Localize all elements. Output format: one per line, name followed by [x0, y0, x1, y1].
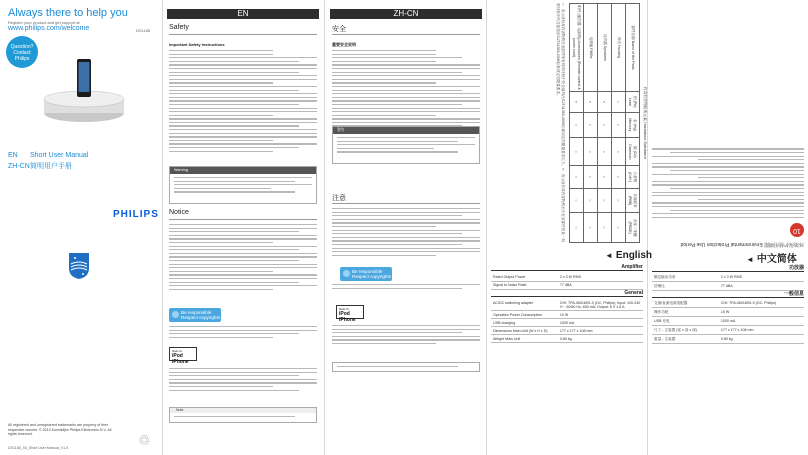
- en-ipod-text: [169, 368, 317, 393]
- table-cell: ○: [584, 138, 598, 166]
- panel-divider: [324, 0, 325, 455]
- en-notice-text: [169, 224, 317, 292]
- table-cell: ○: [570, 112, 584, 138]
- env-title: 环境保护使用期限 Environmental Protection Use Period: [680, 241, 804, 247]
- table-header-cell: 镉 (Cd) Cadmium: [626, 138, 640, 166]
- en-made-for-ipod-badge: Made for iPod iPhone: [169, 347, 197, 361]
- table-cell: ○: [612, 166, 626, 188]
- zh-warning-box: [332, 126, 480, 164]
- hazard-and-en-spec-panel: [487, 0, 653, 455]
- table-cell: ○: [612, 112, 626, 138]
- section-rule: [169, 34, 317, 35]
- arrow-left-icon: ◄: [605, 251, 613, 260]
- zh-note-box: [332, 362, 480, 372]
- chinese-spec-heading: ◄ 中文简体: [746, 254, 797, 265]
- table-row: AC/DC switching adapter CHI: TPA-060180S-S (DC, Philips); Input: 100-240 V~, 50/60 Hz, 600 mA; Output: 6 V 1.6 A: [491, 299, 643, 311]
- en-language-bar: EN: [167, 9, 319, 19]
- section-rule: [169, 219, 317, 220]
- en-safety-panel: [163, 0, 323, 455]
- table-row: 尺寸 - 主装置 (宽 x 高 x 深) 177 x 177 x 108 mm: [652, 326, 804, 335]
- table-row: 操作功耗 10 W: [652, 308, 804, 317]
- table-cell: ○: [612, 188, 626, 212]
- cover-title: Always there to help you: [8, 7, 128, 19]
- table-cell: 附件 (遥控器, 电源线) Accessories (Remote control & power cord): [570, 4, 584, 92]
- question-line: Question?: [10, 44, 34, 50]
- table-header-cell: 多溴二苯醚 (PBDE): [626, 213, 640, 243]
- table-row: [570, 4, 584, 243]
- language-zh: ZH-CN简明用户手册: [8, 163, 72, 170]
- zh-general-table: [652, 299, 804, 344]
- table-cell: 扬声器 Speakers: [598, 4, 612, 92]
- zh-made-for-ipod-badge: Made for iPod iPhone: [336, 305, 364, 319]
- en-general-table: [491, 299, 643, 343]
- table-cell: 电路板 PWBs: [584, 4, 598, 92]
- en-amplifier-table: [491, 273, 643, 290]
- table-cell: ○: [584, 213, 598, 243]
- en-amplifier-heading: Amplifier: [491, 264, 643, 271]
- section-rule: [332, 34, 480, 35]
- eco-period-icon: 10: [790, 223, 804, 237]
- zh-amplifier-heading: 功放器: [652, 264, 804, 272]
- question-contact-badge[interactable]: [6, 36, 38, 68]
- table-cell: ○: [570, 166, 584, 188]
- table-cell: ○: [598, 112, 612, 138]
- table-row: [598, 4, 612, 243]
- zh-language-bar: ZH-CN: [330, 9, 482, 19]
- en-copyright-text: [169, 326, 317, 340]
- table-header-cell: 部件名称 Name of the Parts: [626, 4, 640, 92]
- table-cell: ○: [598, 213, 612, 243]
- table-row: 交流/直流电源适配器 CHI: TPA-060180S-S (DC, Philips): [652, 299, 804, 308]
- philips-wordmark: PHILIPS: [113, 209, 159, 220]
- table-cell: ×: [584, 92, 598, 113]
- docking-speaker-image: [40, 55, 128, 125]
- contact-line: Contact: [13, 50, 31, 56]
- hazard-table-region: [487, 0, 647, 246]
- table-cell: ○: [598, 188, 612, 212]
- philips-line: Philips: [14, 56, 30, 62]
- zh-warning-label: 警告: [333, 127, 479, 134]
- zh-respect-copyrights-badge: Be responsible Respect copyrights: [340, 267, 392, 281]
- recycle-icon: ♲: [138, 432, 151, 448]
- table-header-cell: 多溴联苯 (PBB): [626, 188, 640, 212]
- table-cell: ○: [598, 166, 612, 188]
- legal-notice: All registered and unregistered trademarks are property of their respective owners. © 2013 Koninklijke Philips Electronics N.V. All rights reserved.: [8, 423, 112, 436]
- zh-safety-title: 安全: [332, 26, 346, 33]
- zh-amplifier-table: [652, 273, 804, 291]
- env-and-zh-spec-panel: [648, 0, 808, 455]
- hazard-table: [569, 3, 640, 243]
- environmental-notice-rotated: [652, 4, 804, 248]
- table-cell: 外壳 Housing: [612, 4, 626, 92]
- en-warning-box: [169, 166, 317, 204]
- zh-important-heading: 重要安全说明: [332, 42, 356, 47]
- en-notice-title: Notice: [169, 209, 189, 216]
- table-row: 信噪比 77 dBA: [652, 282, 804, 291]
- en-note-box: [169, 407, 317, 423]
- en-respect-copyrights-badge: Be responsible Respect copyrights: [169, 308, 221, 322]
- en-note-label: Note: [170, 408, 316, 413]
- table-header-cell: 汞 (Hg) Mercury: [626, 112, 640, 138]
- hazard-table-title: 有毒有害物质或元素 Hazardous Substance: [643, 86, 647, 160]
- hazard-table-rotated: [487, 3, 647, 243]
- table-cell: ○: [584, 166, 598, 188]
- zh-safety-text: [332, 50, 480, 129]
- table-cell: ○: [584, 188, 598, 212]
- zh-safety-panel: [326, 0, 486, 455]
- section-rule: [332, 203, 480, 204]
- table-row: USB 充电 1000 mA: [652, 317, 804, 326]
- table-header-cell: 铅 (Pb) Lead: [626, 92, 640, 113]
- en-general-heading: General: [491, 290, 643, 297]
- table-row: Weight Main Unit 0.80 kg: [491, 335, 643, 343]
- language-en: EN Short User Manual: [8, 152, 89, 159]
- table-row: [584, 4, 598, 243]
- table-cell: ×: [598, 92, 612, 113]
- table-row: Dimensions Main Unit (W x H x D) 177 x 177 x 108 mm: [491, 327, 643, 335]
- zh-copyright-text: [332, 284, 480, 291]
- table-row: Rated Output Power 2 x 3 W RMS: [491, 273, 643, 281]
- en-warning-label: Warning: [170, 167, 316, 174]
- table-row: [612, 4, 626, 243]
- cover-panel: [0, 0, 162, 455]
- table-row: 重量 - 主装置 0.80 kg: [652, 335, 804, 344]
- zh-general-heading: 一般信息: [652, 290, 804, 298]
- model-number: DS1185: [136, 28, 151, 33]
- document-code: DS1185_93_Short User Manual_V1.0: [8, 446, 69, 450]
- table-cell: ○: [598, 138, 612, 166]
- support-url[interactable]: www.philips.com/welcome: [8, 25, 90, 32]
- table-cell: ×: [570, 92, 584, 113]
- table-cell: ○: [612, 213, 626, 243]
- zh-notice-text: [332, 208, 480, 258]
- table-row: [626, 4, 640, 243]
- table-cell: ○: [584, 112, 598, 138]
- en-important-heading: Important Safety Instructions: [169, 42, 225, 47]
- en-safety-text: [169, 50, 317, 154]
- table-row: Operation Power Consumption 10 W: [491, 311, 643, 319]
- table-row: USB charging 1000 mA: [491, 319, 643, 327]
- table-row: Signal to Noise Ratio 77 dBA: [491, 281, 643, 289]
- zh-notice-title: 注意: [332, 195, 346, 202]
- table-row: 额定输出功率 2 x 3 W RMS: [652, 273, 804, 282]
- language-list: [8, 150, 88, 172]
- table-cell: ○: [612, 92, 626, 113]
- table-cell: ○: [570, 138, 584, 166]
- table-header-cell: 六价铬 (Cr6+): [626, 166, 640, 188]
- arrow-left-icon: ◄: [746, 255, 754, 264]
- english-spec-heading: ◄ English: [605, 250, 653, 261]
- table-cell: ○: [612, 138, 626, 166]
- table-cell: ○: [570, 188, 584, 212]
- philips-shield-logo: [68, 252, 90, 280]
- cover-subtitle: Register your product and get support at: [8, 20, 80, 25]
- hazard-table-note: ○：表示该有毒有害物质在该部件所有均质材料中的含量均在SJ/T11363-2006标准规定的限量要求以下。×：表示该有毒有害物质至少在该部件的某一均质材料中的含量超出SJ/T11363-2006标准规定的限量要求。: [556, 3, 565, 243]
- en-safety-title: Safety: [169, 24, 189, 31]
- zh-ipod-text: [332, 325, 480, 347]
- table-cell: ○: [570, 213, 584, 243]
